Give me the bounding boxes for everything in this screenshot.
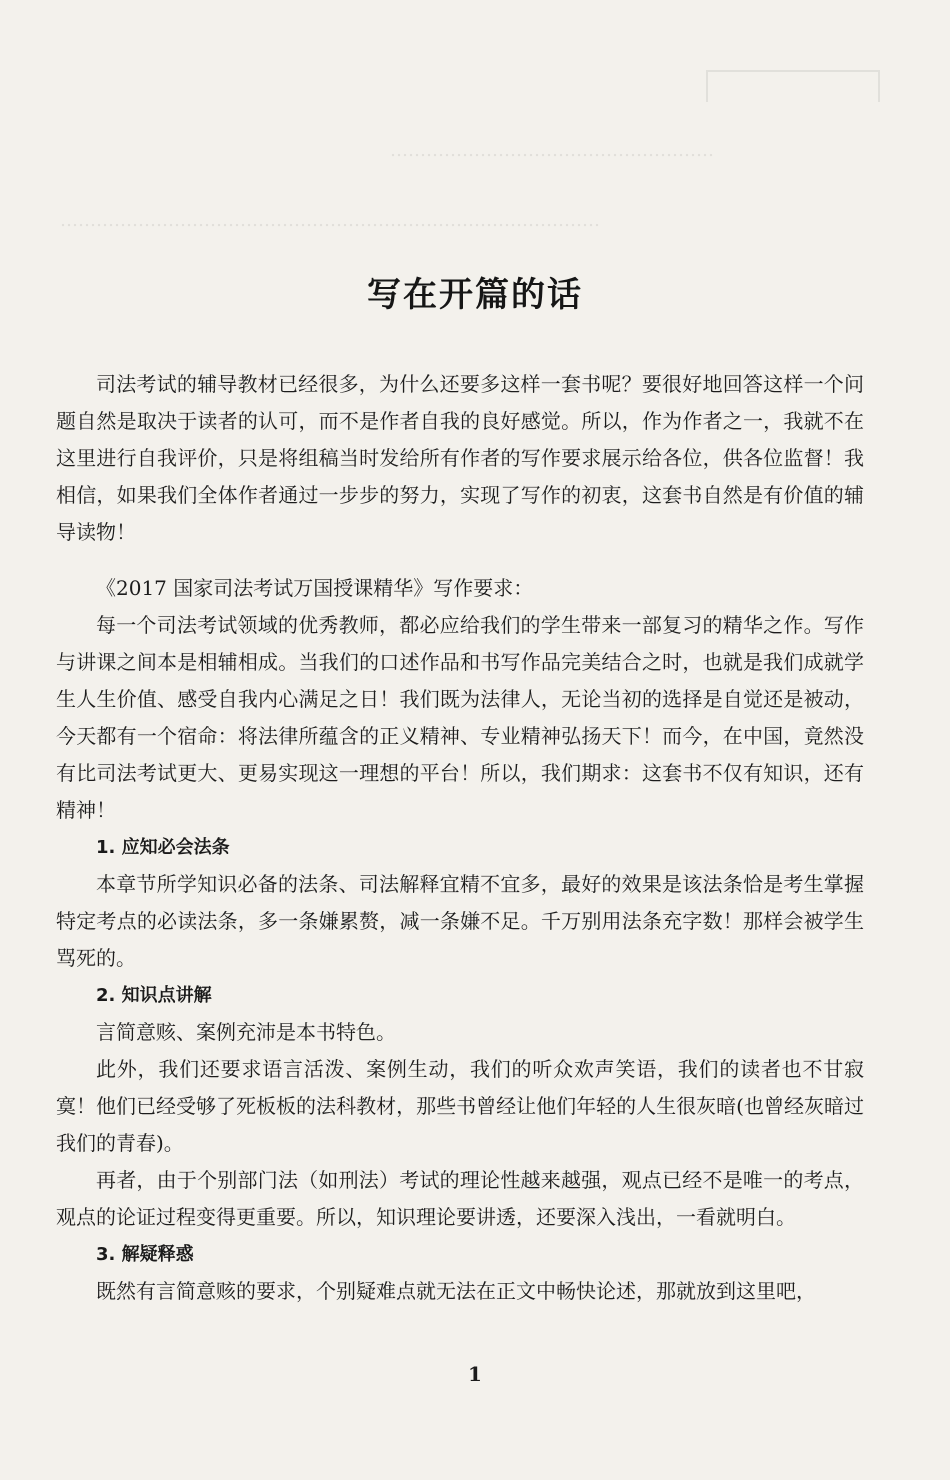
bleed-through-text: ……………………………………………… [390, 140, 714, 161]
page-body [56, 366, 864, 1310]
section-paragraph: 此外，我们还要求语言活泼、案例生动，我们的听众欢声笑语，我们的读者也不甘寂寞！他们已经受够了死板板的法科教材，那些书曾经让他们年轻的人生很灰暗(也曾经灰暗过我们的青春)。 [56, 1057, 864, 1155]
section-heading: 2. 知识点讲解 [96, 985, 212, 1006]
section-paragraph: 再者，由于个别部门法（如刑法）考试的理论性越来越强，观点已经不是唯一的考点，观点的论证过程变得更重要。所以，知识理论要讲透，还要深入浅出，一看就明白。 [56, 1168, 864, 1229]
bleed-through-text: ……………………………………………………………………………… [60, 210, 600, 231]
section-paragraph: 言简意赅、案例充沛是本书特色。 [96, 1020, 396, 1044]
requirement-paragraph: 每一个司法考试领域的优秀教师，都必应给我们的学生带来一部复习的精华之作。写作与讲课之间本是相辅相成。当我们的口述作品和书写作品完美结合之时，也就是我们成就学生人生价值、感受自我内心满足之日！我们既为法律人，无论当初的选择是自觉还是被动，今天都有一个宿命：将法律所蕴含的正义精神、专业精神弘扬天下！而今，在中国，竟然没有比司法考试更大、更易实现这一理想的平台！所以，我们期求：这套书不仅有知识，还有精神！ [56, 613, 864, 822]
section-paragraph: 既然有言简意赅的要求，个别疑难点就无法在正文中畅快论述，那就放到这里吧， [96, 1279, 816, 1303]
page-title: 写在开篇的话 [367, 274, 583, 315]
section-heading: 3. 解疑释惑 [96, 1244, 194, 1265]
requirement-heading: 《2017 国家司法考试万国授课精华》写作要求： [96, 576, 534, 600]
page-number: 1 [468, 1362, 482, 1386]
section-heading: 1. 应知必会法条 [96, 837, 230, 858]
bleed-through-tab [706, 70, 880, 102]
section-paragraph: 本章节所学知识必备的法条、司法解释宜精不宜多，最好的效果是该法条恰是考生掌握特定考点的必读法条，多一条嫌累赘，减一条嫌不足。千万别用法条充字数！那样会被学生骂死的。 [56, 872, 864, 970]
intro-paragraph: 司法考试的辅导教材已经很多，为什么还要多这样一套书呢？要很好地回答这样一个问题自然是取决于读者的认可，而不是作者自我的良好感觉。所以，作为作者之一，我就不在这里进行自我评价，只是将组稿当时发给所有作者的写作要求展示给各位，供各位监督！我相信，如果我们全体作者通过一步步的努力，实现了写作的初衷，这套书自然是有价值的辅导读物！ [56, 372, 864, 544]
